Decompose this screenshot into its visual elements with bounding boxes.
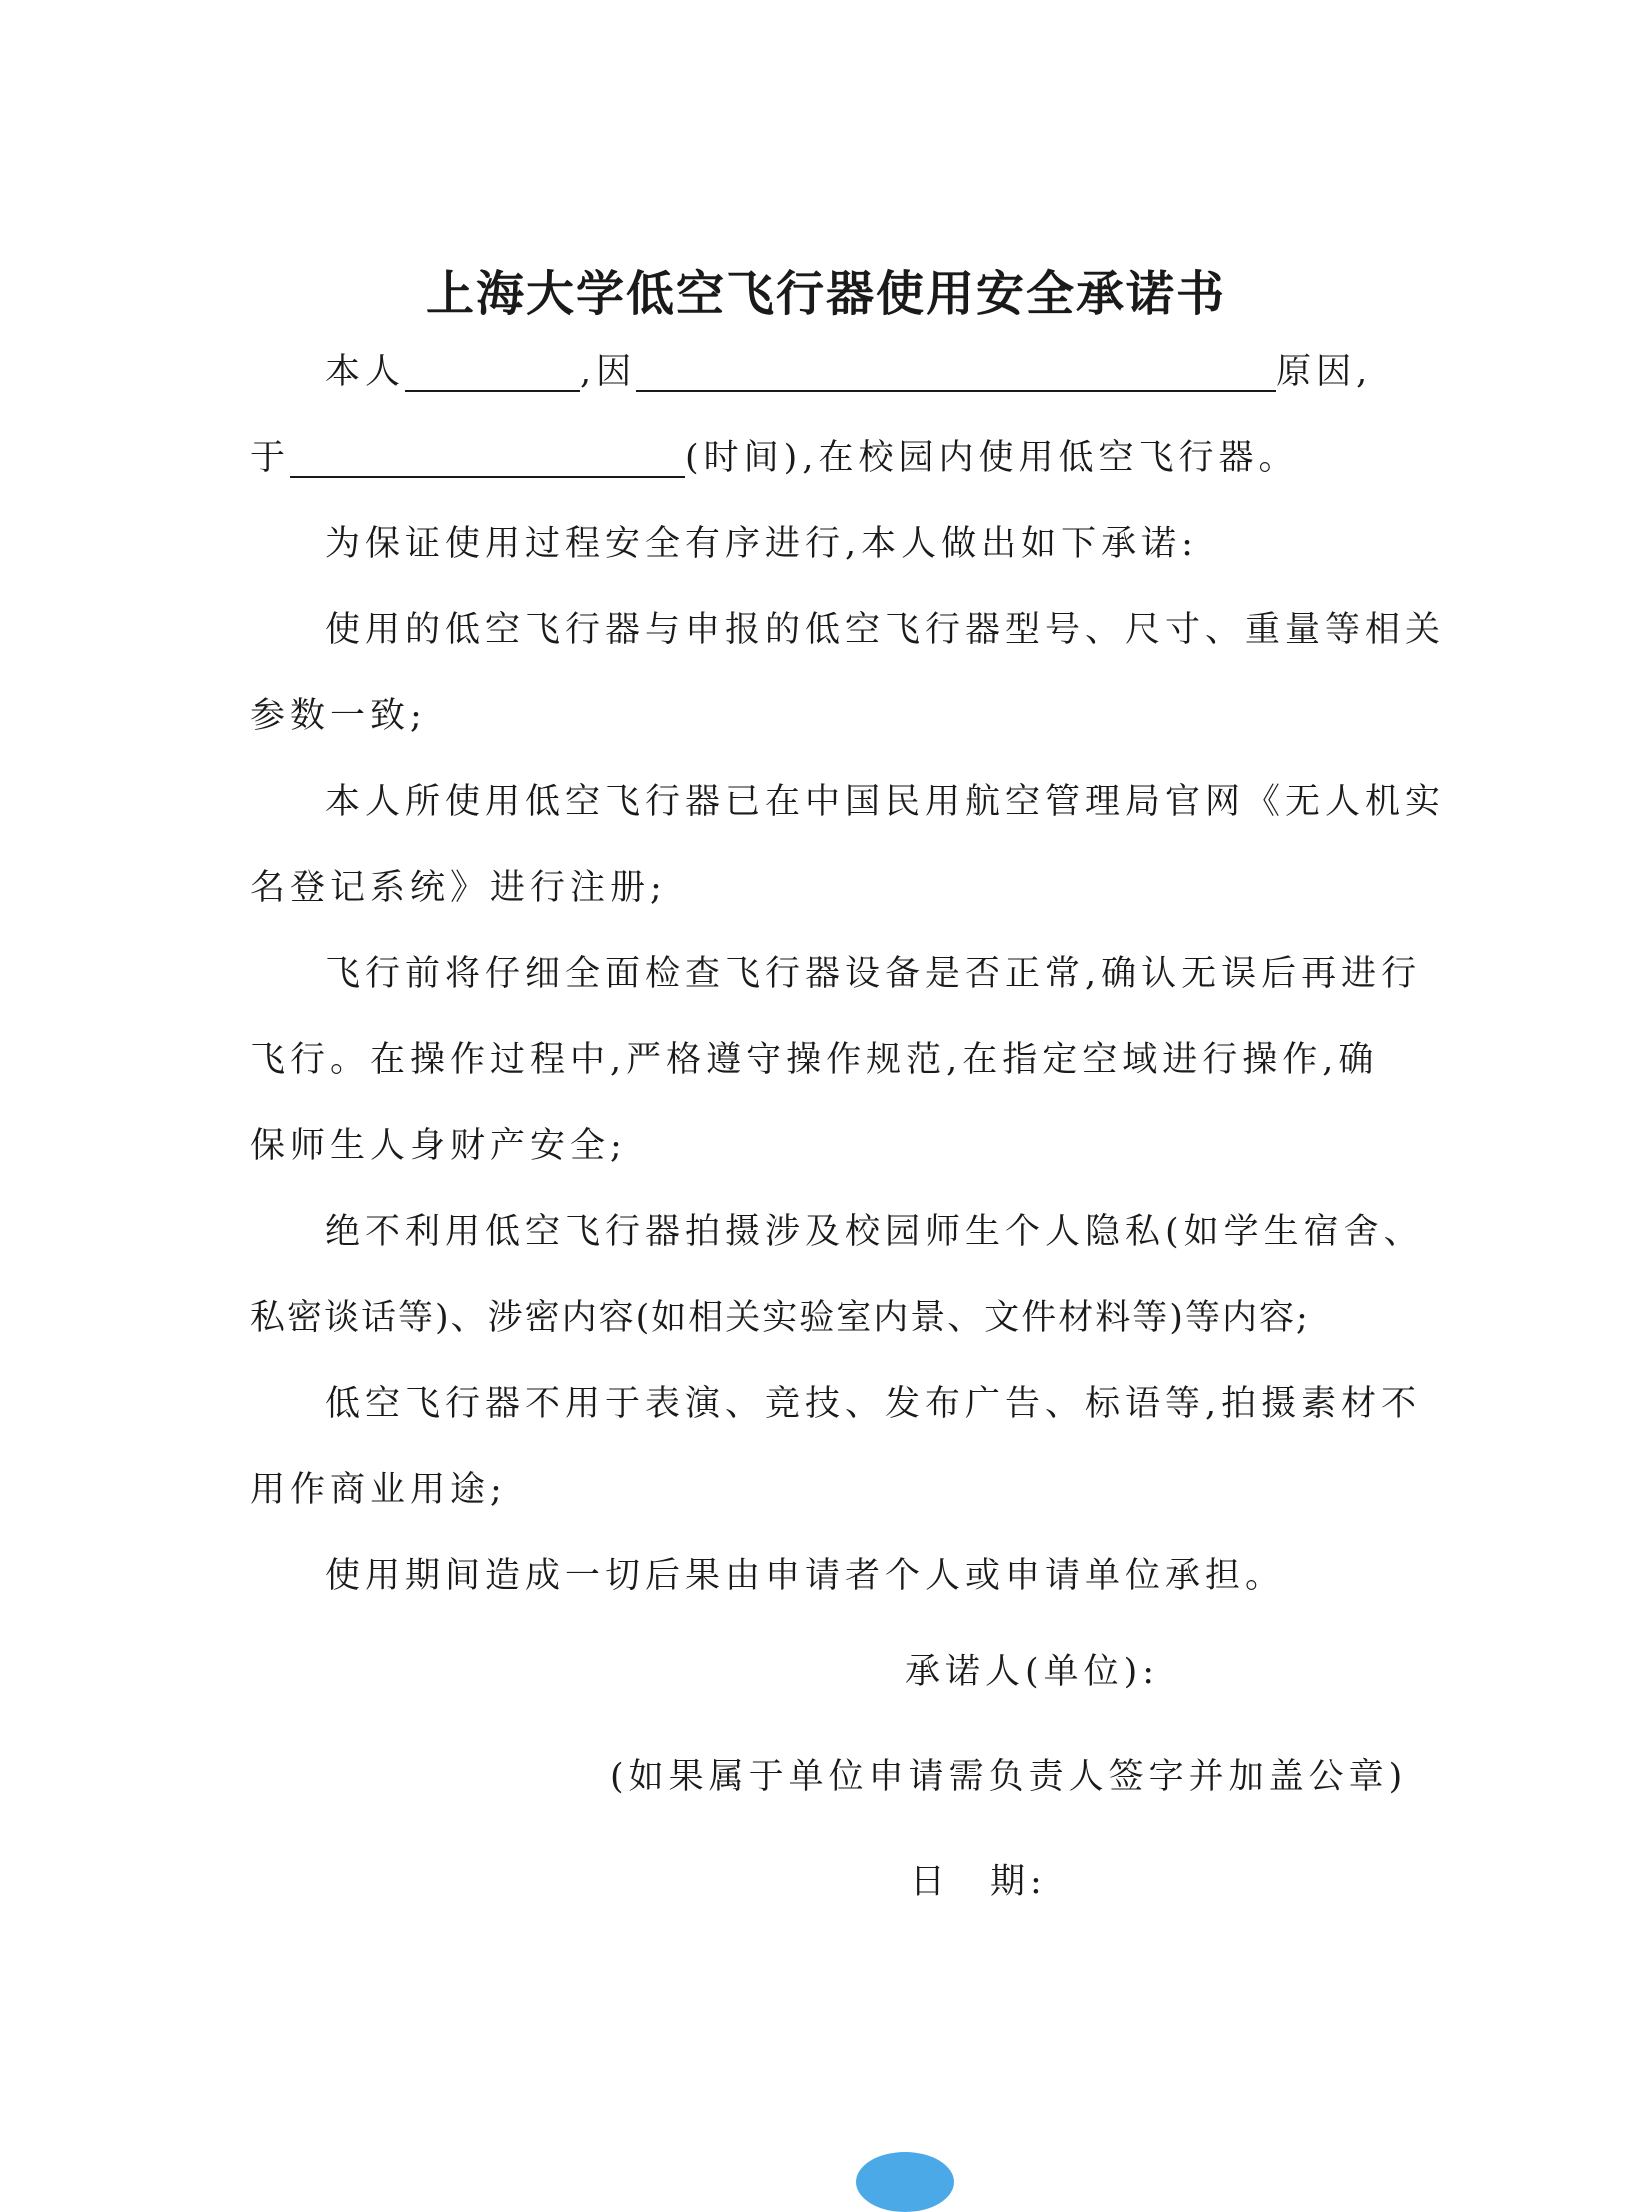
date-label [910,1862,1047,1902]
line1-suffix: 原因, [1276,352,1373,392]
promiser-label: 承诺人(单位): [905,1652,1160,1692]
line1-mid: ,因 [580,352,637,392]
promise-item-1-line-2: 参数一致; [250,696,427,736]
date-label-part-1: 日 [910,1862,951,1902]
name-blank[interactable] [405,354,580,392]
promise-item-3-line-1: 飞行前将仔细全面检查飞行器设备是否正常,确认无误后再进行 [325,954,1422,994]
promise-item-6-line-1: 使用期间造成一切后果由申请者个人或申请单位承担。 [325,1556,1286,1596]
fill-line-time [250,438,1298,478]
line2-prefix: 于 [250,438,291,478]
floating-action-button[interactable] [856,2152,954,2212]
promise-item-3-line-3: 保师生人身财产安全; [250,1126,627,1166]
fill-line-name-reason [325,352,1372,392]
promise-item-1-line-1: 使用的低空飞行器与申报的低空飞行器型号、尺寸、重量等相关 [325,610,1446,650]
promise-item-5-line-2: 用作商业用途; [250,1470,507,1510]
reason-blank[interactable] [636,354,1276,392]
promise-item-4-line-1: 绝不利用低空飞行器拍摄涉及校园师生个人隐私(如学生宿舍、 [325,1212,1424,1252]
line2-suffix: (时间),在校园内使用低空飞行器。 [685,438,1299,478]
promise-item-2-line-1: 本人所使用低空飞行器已在中国民用航空管理局官网《无人机实 [325,782,1446,822]
time-blank[interactable] [290,440,685,478]
promise-item-5-line-1: 低空飞行器不用于表演、竞技、发布广告、标语等,拍摄素材不 [325,1384,1422,1424]
date-label-part-2: 期: [990,1862,1047,1902]
promise-item-3-line-2: 飞行。在操作过程中,严格遵守操作规范,在指定空域进行操作,确 [250,1040,1379,1080]
intro-paragraph: 为保证使用过程安全有序进行,本人做出如下承诺: [325,524,1198,564]
line1-prefix: 本人 [325,352,406,392]
promise-item-4-line-2: 私密谈话等)、涉密内容(如相关实验室内景、文件材料等)等内容; [250,1298,1310,1338]
document-title: 上海大学低空飞行器使用安全承诺书 [425,266,1226,322]
seal-note: (如果属于单位申请需负责人签字并加盖公章) [610,1757,1408,1797]
promise-item-2-line-2: 名登记系统》进行注册; [250,868,667,908]
